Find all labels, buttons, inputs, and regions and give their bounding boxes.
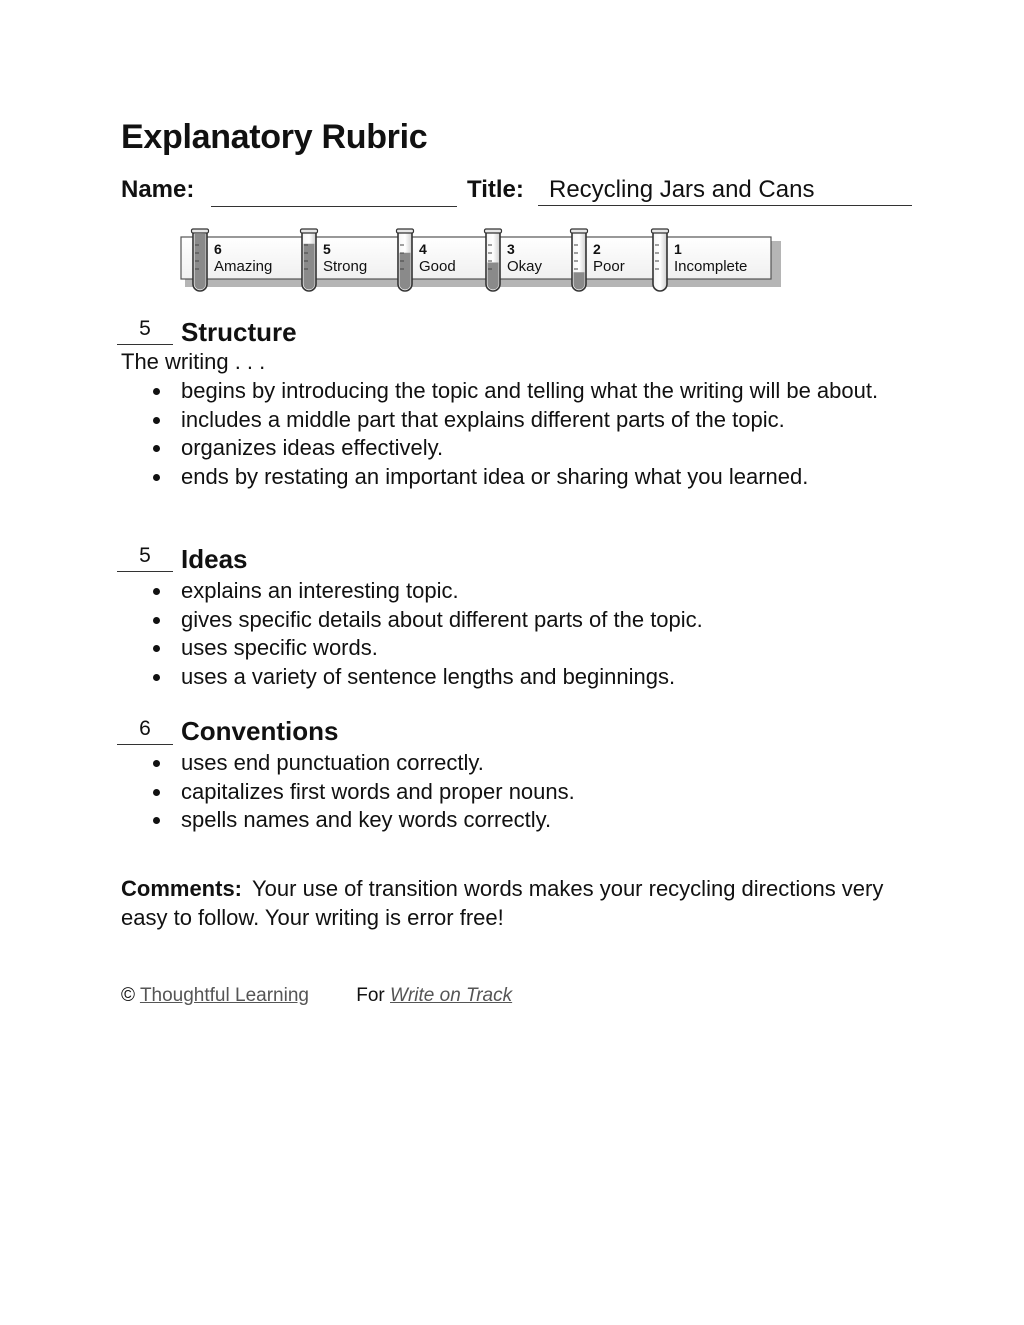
tube-rim — [652, 229, 669, 233]
conventions-score[interactable]: 6 — [117, 718, 173, 745]
list-item: uses a variety of sentence lengths and beginnings. — [121, 663, 881, 692]
conventions-heading: Conventions — [181, 716, 339, 746]
tube-rim — [397, 229, 414, 233]
scale-number: 4 — [419, 241, 427, 257]
for-label: For — [356, 985, 385, 1006]
comments — [121, 874, 911, 932]
list-item: begins by introducing the topic and telling what the writing will be about. — [121, 377, 881, 406]
structure-heading: Structure — [181, 317, 297, 347]
scale-label: Incomplete — [674, 258, 748, 275]
list-item: ends by restating an important idea or sharing what you learned. — [121, 463, 881, 492]
name-field[interactable] — [211, 206, 457, 207]
structure-criteria — [121, 377, 881, 491]
ideas-heading: Ideas — [181, 544, 248, 574]
footer — [121, 985, 512, 1007]
tube-fill — [195, 234, 206, 290]
list-item: includes a middle part that explains different parts of the topic. — [121, 406, 881, 435]
scale-number: 2 — [593, 241, 601, 257]
tube-rim — [485, 229, 502, 233]
tube-rim — [192, 229, 209, 233]
name-title-row — [121, 174, 916, 210]
scale-number: 5 — [323, 241, 331, 257]
structure-score[interactable]: 5 — [117, 318, 173, 345]
title-label: Title: — [467, 176, 524, 203]
list-item: spells names and key words correctly. — [121, 806, 881, 835]
tube-rim — [571, 229, 588, 233]
tube-fill — [574, 272, 585, 289]
ideas-criteria — [121, 577, 881, 691]
scale-number: 3 — [507, 241, 515, 257]
tube-fill — [488, 263, 499, 290]
name-label: Name: — [121, 176, 195, 203]
scale-number: 1 — [674, 241, 682, 257]
tube-fill — [400, 253, 411, 290]
list-item: uses end punctuation correctly. — [121, 749, 881, 778]
comments-label: Comments: — [121, 876, 243, 901]
rating-scale — [179, 228, 783, 300]
publisher-link[interactable]: Thoughtful Learning — [139, 985, 309, 1006]
tube-fill — [304, 244, 315, 290]
scale-label: Strong — [323, 258, 368, 275]
list-item: explains an interesting topic. — [121, 577, 881, 606]
list-item: gives specific details about different parts of the topic. — [121, 606, 881, 635]
copyright-symbol: © — [121, 985, 135, 1006]
list-item: uses specific words. — [121, 634, 881, 663]
title-field[interactable]: Recycling Jars and Cans — [538, 176, 912, 206]
scale-label: Amazing — [214, 258, 273, 275]
structure-intro: The writing . . . — [121, 349, 266, 374]
scale-label: Poor — [593, 258, 625, 275]
list-item: organizes ideas effectively. — [121, 434, 881, 463]
book-link[interactable]: Write on Track — [390, 985, 513, 1006]
scale-label: Okay — [507, 258, 543, 275]
scale-label: Good — [419, 258, 456, 275]
comments-text: Your use of transition words makes your recycling directions very easy to follow. Your writing is error free! — [121, 876, 884, 930]
tube-rim — [301, 229, 318, 233]
scale-number: 6 — [214, 241, 222, 257]
conventions-criteria — [121, 749, 881, 835]
list-item: capitalizes first words and proper nouns. — [121, 778, 881, 807]
rubric-page — [121, 0, 921, 1325]
page-title: Explanatory Rubric — [121, 118, 428, 156]
ideas-score[interactable]: 5 — [117, 545, 173, 572]
